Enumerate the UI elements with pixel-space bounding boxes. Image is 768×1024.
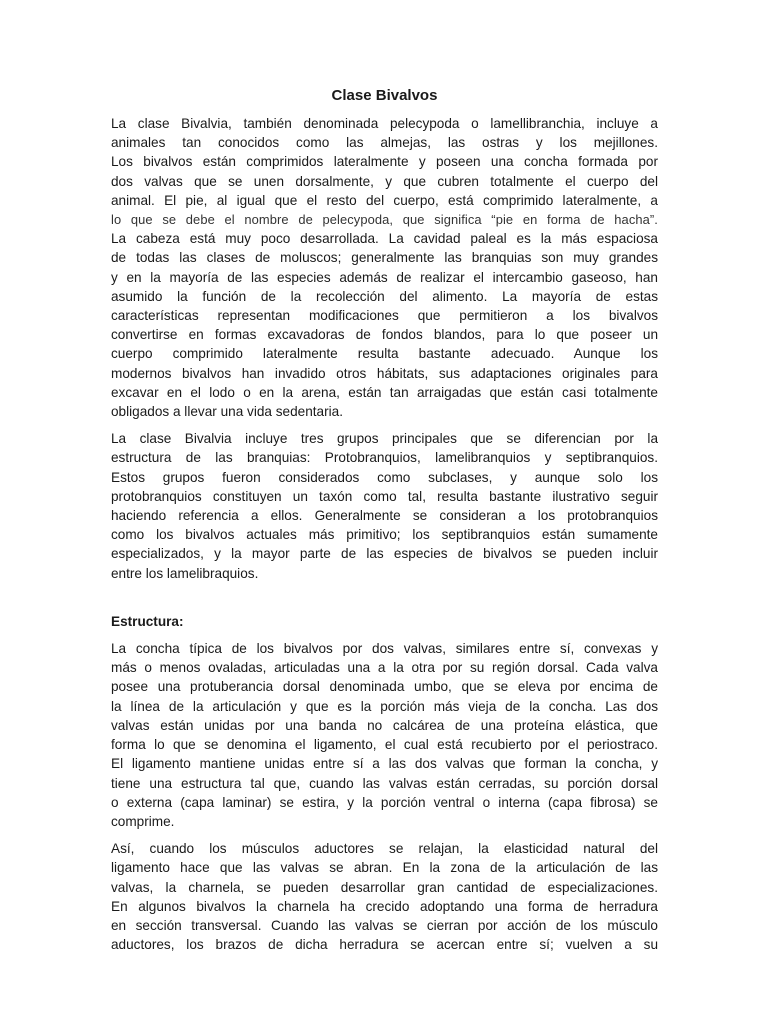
text-line: lo que se debe el nombre de pelecypoda, que significa “pie en forma de hacha”. (111, 212, 658, 228)
text-line: Estos grupos fueron considerados como subclases, y aunque solo los (111, 469, 658, 485)
paragraph-intro (111, 114, 658, 421)
text-line: como los bivalvos actuales más primitivo; los septibranquios están sumamente (111, 527, 658, 543)
text-line: entre los lamelibraquios. (111, 565, 259, 581)
text-line: ligamento hace que las valvas se abran. En la zona de la articulación de las (111, 860, 658, 876)
text-line: La clase Bivalvia, también denominada pelecypoda o lamellibranchia, incluye a (111, 116, 658, 131)
text-line: cuerpo comprimido lateralmente resulta bastante adecuado. Aunque los (111, 346, 658, 362)
section-heading: Estructura: (111, 613, 184, 629)
text-line: Los bivalvos están comprimidos lateralmente y poseen una concha formada por (111, 154, 658, 170)
text-line: modernos bivalvos han invadido otros hábitats, sus adaptaciones originales para (111, 365, 658, 381)
text-line: valvas, la charnela, se pueden desarrollar gran cantidad de especializaciones. (111, 879, 658, 895)
paragraph-hinge (111, 839, 658, 954)
text-line: estructura de las branquias: Protobranquios, lamelibranquios y septibranquios. (111, 450, 658, 466)
text-line: La clase Bivalvia incluye tres grupos principales que se diferencian por la (111, 431, 658, 447)
text-line: Así, cuando los músculos aductores se relajan, la elasticidad natural del (111, 841, 658, 857)
text-line: obligados a llevar una vida sedentaria. (111, 404, 344, 420)
text-line: características representan modificaciones que permitieron a los bivalvos (111, 308, 658, 324)
text-line: La concha típica de los bivalvos por dos valvas, similares entre sí, convexas y (111, 641, 658, 657)
text-line: El ligamento mantiene unidas entre sí a las dos valvas que forman la concha, y (111, 756, 658, 772)
text-line: aductores, los brazos de dicha herradura se acercan entre sí; vuelven a su (111, 937, 658, 953)
text-line: forma lo que se denomina el ligamento, el cual está recubierto por el periostraco. (111, 737, 658, 753)
text-line: dos valvas que se unen dorsalmente, y que cubren totalmente el cuerpo del (111, 173, 658, 189)
text-line: en sección transversal. Cuando las valvas se cierran por acción de los músculo (111, 917, 658, 933)
text-line: En algunos bivalvos la charnela ha crecido adoptando una forma de herradura (111, 898, 658, 914)
paragraph-structure (111, 639, 658, 831)
document-title: Clase Bivalvos (331, 87, 438, 104)
text-line: protobranquios constituyen un taxón como tal, resulta bastante ilustrativo seguir (111, 488, 658, 504)
text-line: o externa (capa laminar) se estira, y la porción ventral o interna (capa fibrosa) se (111, 794, 658, 810)
text-line: animales tan conocidos como las almejas, las ostras y los mejillones. (111, 135, 658, 151)
text-line: la línea de la articulación y que es la porción más vieja de la concha. Las dos (111, 698, 658, 714)
text-line: valvas están unidas por una banda no calcárea de una proteína elástica, que (111, 717, 658, 733)
text-line: asumido la función de la recolección del alimento. La mayoría de estas (111, 288, 658, 304)
text-line: más o menos ovaladas, articuladas una a la otra por su región dorsal. Cada valva (111, 660, 658, 676)
text-line: posee una protuberancia dorsal denominada umbo, que se eleva por encima de (111, 679, 658, 695)
text-line: tiene una estructura tal que, cuando las valvas están cerradas, su porción dorsal (111, 775, 658, 791)
text-line: excavar en el lodo o en la arena, están tan arraigadas que están casi totalmente (111, 384, 658, 400)
paragraph-groups (111, 429, 658, 583)
text-line: y en la mayoría de las especies además de realizar el intercambio gaseoso, han (111, 269, 658, 285)
text-line: comprime. (111, 813, 175, 829)
text-line: haciendo referencia a ellos. Generalmente se consideran a los protobranquios (111, 508, 658, 524)
text-line: especializados, y la mayor parte de las especies de bivalvos se pueden incluir (111, 546, 658, 562)
text-line: de todas las clases de moluscos; generalmente las branquias son muy grandes (111, 250, 658, 266)
text-line: La cabeza está muy poco desarrollada. La cavidad paleal es la más espaciosa (111, 231, 658, 247)
document-page (111, 82, 658, 962)
text-line: convertirse en formas excavadoras de fondos blandos, para lo que poseer un (111, 327, 658, 343)
text-line: animal. El pie, al igual que el resto del cuerpo, está comprimido lateralmente, a (111, 192, 658, 208)
